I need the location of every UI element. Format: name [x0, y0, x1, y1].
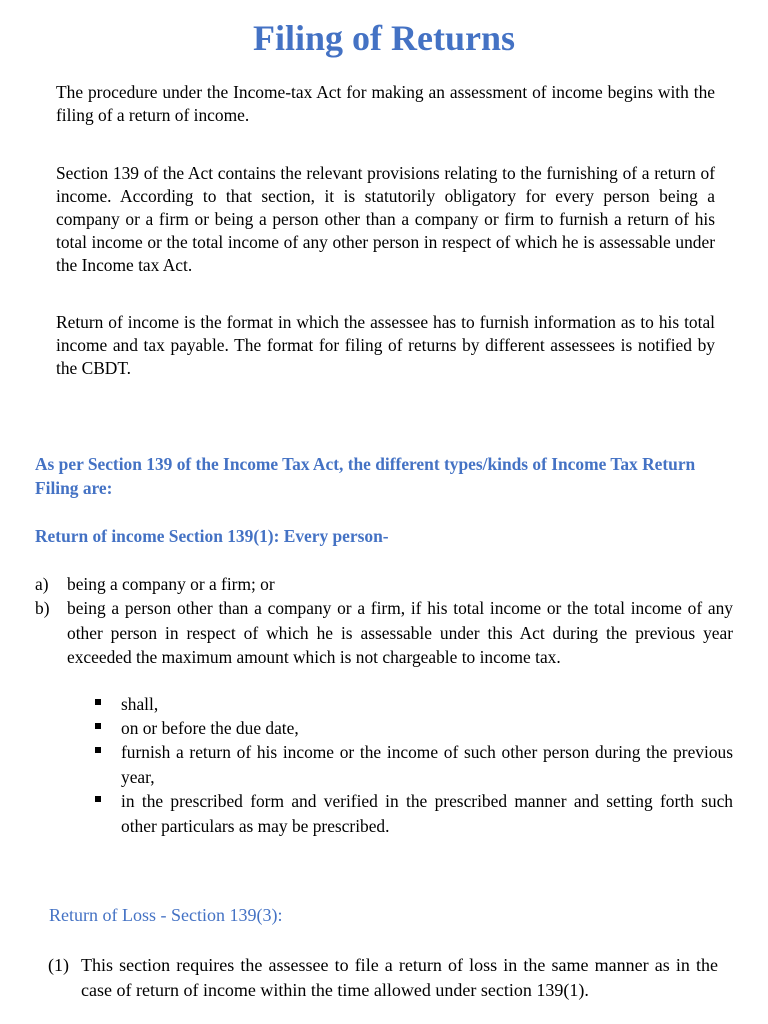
intro-paragraph-3: Return of income is the format in which the assessee has to furnish information as to his total income and tax payable. The format for filing of returns by different assessees is notified by the CBDT.: [56, 312, 715, 378]
return-of-income-heading: Return of income Section 139(1): Every person-: [35, 526, 389, 546]
bullet-item-4: in the prescribed form and verified in the prescribed manner and setting forth such other particulars as may be prescribed.: [121, 791, 733, 836]
bullet-item-1: shall,: [121, 694, 159, 714]
bullet-item-2: on or before the due date,: [121, 718, 299, 738]
list-marker-1: (1): [48, 955, 69, 975]
square-bullet-icon: [95, 699, 101, 705]
loss-list-item-1: This section requires the assessee to file a return of loss in the same manner as in the case of return of income within the time allowed under section 139(1).: [81, 955, 718, 1000]
section-heading: As per Section 139 of the Income Tax Act, the different types/kinds of Income Tax Return Filing are:: [35, 454, 696, 498]
bullet-item-3: furnish a return of his income or the income of such other person during the previous year,: [121, 742, 733, 787]
intro-paragraph-2: Section 139 of the Act contains the relevant provisions relating to the furnishing of a return of income. According to that section, it is statutorily obligatory for every person being a company or a firm or being a person other than a company or firm to furnish a return of his total income or the total income of any other person in respect of which he is assessable under the Income tax Act.: [56, 163, 715, 275]
square-bullet-icon: [95, 723, 101, 729]
list-marker-b: b): [35, 598, 50, 618]
list-item-a: being a company or a firm; or: [67, 574, 275, 594]
intro-paragraph-1: The procedure under the Income-tax Act for making an assessment of income begins with the filing of a return of income.: [56, 82, 715, 125]
list-marker-a: a): [35, 574, 49, 594]
return-of-loss-heading: Return of Loss - Section 139(3):: [49, 905, 283, 925]
square-bullet-icon: [95, 796, 101, 802]
page-title: Filing of Returns: [252, 18, 515, 58]
square-bullet-icon: [95, 747, 101, 753]
list-item-b: being a person other than a company or a firm, if his total income or the total income of any other person in respect of which he is assessable under this Act during the previous year exceeded the maximum amount which is not chargeable to income tax.: [67, 598, 733, 667]
